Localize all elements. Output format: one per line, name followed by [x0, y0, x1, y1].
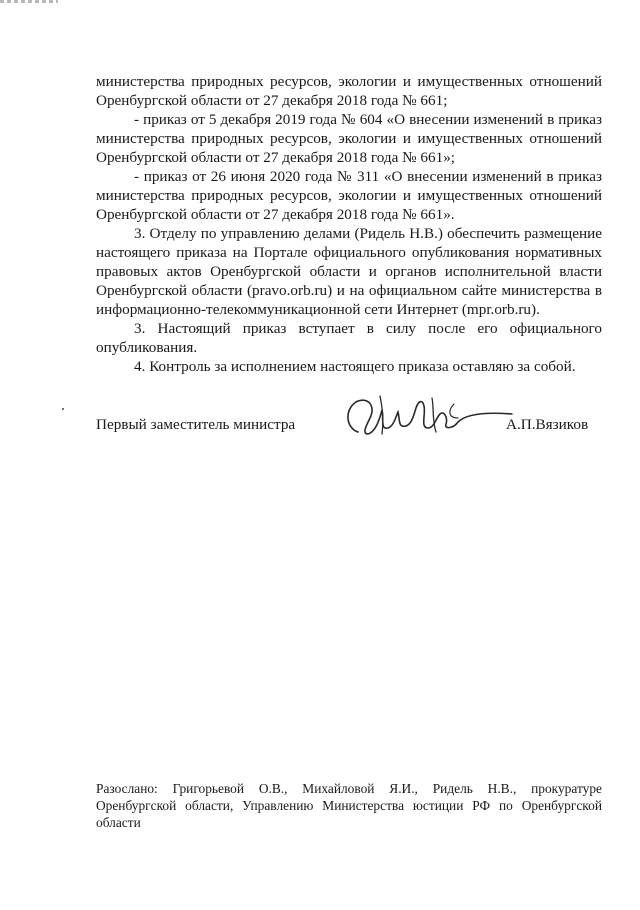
scan-artifact — [0, 0, 58, 3]
paragraph-control: 4. Контроль за исполнением настоящего приказа оставляю за собой. — [134, 358, 576, 375]
signature-block — [96, 388, 602, 468]
signatory-name: А.П.Вязиков — [506, 416, 589, 433]
document-body — [96, 72, 602, 376]
paragraph-order-604: - приказ от 5 декабря 2019 года № 604 «О внесении изменений в приказ министерства природных ресурсов, экологии и имущественных отношений Оренбургской области от 27 декабря 2018 года № 661»; — [96, 111, 602, 166]
signatory-position: Первый заместитель министра — [96, 416, 296, 433]
paragraph-continuation: министерства природных ресурсов, экологии и имущественных отношений Оренбургской области от 27 декабря 2018 года № 661; — [96, 73, 602, 109]
paragraph-publication: 3. Отделу по управлению делами (Ридель Н.В.) обеспечить размещение настоящего приказа на Портале официального опубликования нормативных правовых актов Оренбургской области и органов исполнительной власти Оренбургской области (pravo.orb.ru) и на официальном сайте министерства в информационно-телекоммуникационной сети Интернет (mpr.orb.ru). — [96, 225, 602, 318]
scan-speck — [62, 408, 64, 410]
paragraph-effective: 3. Настоящий приказ вступает в силу после его официального опубликования. — [96, 320, 602, 356]
handwritten-signature — [336, 388, 516, 448]
distribution-list: Разослано: Григорьевой О.В., Михайловой Я.И., Ридель Н.В., прокуратуре Оренбургской области, Управлению Министерства юстиции РФ по Оренбургской области — [96, 781, 602, 830]
paragraph-order-311: - приказ от 26 июня 2020 года № 311 «О внесении изменений в приказ министерства природных ресурсов, экологии и имущественных отношений Оренбургской области от 27 декабря 2018 года № 661». — [96, 168, 602, 223]
